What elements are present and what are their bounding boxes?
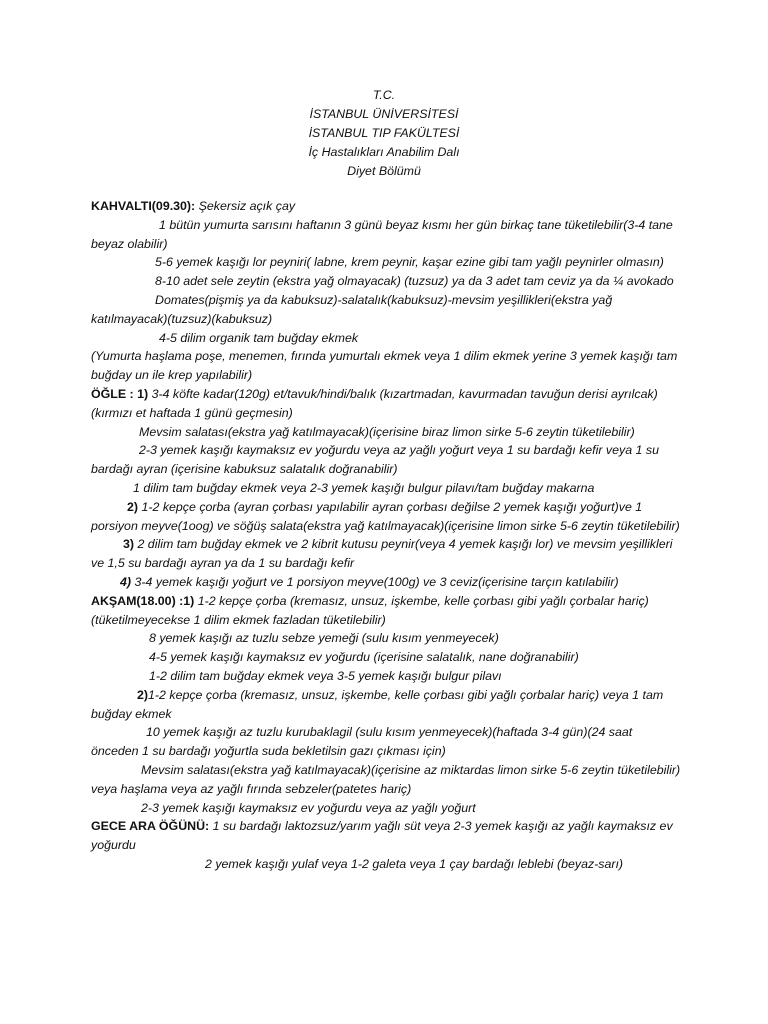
night-snack-milk: GECE ARA ÖĞÜNÜ: 1 su bardağı laktozsuz/yarım yağlı süt veya 2-3 yemek kaşığı az yağlı kaymaksız ev yoğurdu: [91, 819, 673, 853]
dinner-option-2-num: 2): [137, 687, 149, 702]
breakfast-cheese: 5-6 yemek kaşığı lor peyniri( labne, krem peynir, kaşar ezine gibi tam yağlı peynirler olmasın): [155, 255, 664, 270]
breakfast-bread: 4-5 dilim organik tam buğday ekmek: [159, 330, 359, 345]
lunch-option-2-num: 2): [127, 499, 139, 514]
lunch-option-3: 3) 2 dilim tam buğday ekmek ve 2 kibrit kutusu peynir(veya 4 yemek kaşığı lor) ve mevsim yeşillikleri ve 1,5 su bardağı ayran ya da 1 su bardağı kefir: [91, 537, 673, 571]
header-university: İSTANBUL ÜNİVERSİTESİ: [309, 107, 459, 121]
breakfast-label: KAHVALTI(09.30):: [91, 199, 196, 213]
breakfast-olive: 8-10 adet sele zeytin (ekstra yağ olmayacak) (tuzsuz) ya da 3 adet tam ceviz ya da ¼ avokado: [155, 274, 674, 289]
breakfast-egg: 1 bütün yumurta sarısını haftanın 3 günü beyaz kısmı her gün birkaç tane tüketilebilir(3-4 tane beyaz olabilir): [91, 217, 673, 251]
dinner-option-1-soup: AKŞAM(18.00) :1) 1-2 kepçe çorba (kremasız, unsuz, işkembe, kelle çorbası gibi yağlı çorbalar hariç)(tüketilmeyecekse 1 dilim ekmek fazladan tüketilebilir): [91, 593, 649, 627]
breakfast-note: (Yumurta haşlama poşe, menemen, fırında yumurtalı ekmek veya 1 dilim ekmek yerine 3 yemek kaşığı tam buğday un ile krep yapılabilir): [91, 349, 678, 383]
dinner-option-1-vegetable: 8 yemek kaşığı az tuzlu sebze yemeği (sulu kısım yenmeyecek): [149, 631, 499, 646]
header-faculty: İSTANBUL TIP FAKÜLTESİ: [308, 126, 460, 140]
dinner-option-1-bread: 1-2 dilim tam buğday ekmek veya 3-5 yemek kaşığı bulgur pilavı: [149, 668, 502, 683]
night-snack-oat: 2 yemek kaşığı yulaf veya 1-2 galeta veya 1 çay bardağı leblebi (beyaz-sarı): [205, 856, 624, 871]
header-department: İç Hastalıkları Anabilim Dalı: [308, 145, 460, 159]
breakfast-vegetables: Domates(pişmiş ya da kabuksuz)-salatalık(kabuksuz)-mevsim yeşillikleri(ekstra yağ katılmayacak)(tuzsuz)(kabuksuz): [91, 292, 613, 326]
lunch-label: ÖĞLE : 1): [91, 386, 149, 401]
lunch-option-1-salad: Mevsim salatası(ekstra yağ katılmayacak)(içerisine biraz limon sirke 5-6 zeytin tüketilebilir): [139, 424, 635, 439]
lunch-option-2: 2) 1-2 kepçe çorba (ayran çorbası yapılabilir ayran çorbası değilse 2 yemek kaşığı yoğurt)ve 1 porsiyon meyve(1oog) ve söğüş salata(ekstra yağ katılmayacak)(içerisine limon sirke 5-6 zeytin tüketilebilir): [91, 499, 680, 533]
night-snack-label: GECE ARA ÖĞÜNÜ:: [91, 819, 210, 834]
header-unit: Diyet Bölümü: [347, 164, 421, 178]
lunch-option-4-num: 4): [120, 574, 132, 589]
lunch-option-4: 4) 3-4 yemek kaşığı yoğurt ve 1 porsiyon meyve(100g) ve 3 ceviz(içerisine tarçın katılabilir): [91, 573, 683, 592]
dinner-option-2-legume: 10 yemek kaşığı az tuzlu kurubaklagil (sulu kısım yenmeyecek)(haftada 3-4 gün)(24 saat önceden 1 su bardağı yoğurtla suda bekletilsin gazı çıkması için): [91, 725, 633, 759]
dinner-option-2-soup: 2)1-2 kepçe çorba (kremasız, unsuz, işkembe, kelle çorbası gibi yağlı çorbalar hariç) veya 1 tam buğday ekmek: [91, 687, 664, 721]
breakfast-heading-line: [91, 197, 683, 216]
dinner-label: AKŞAM(18.00) :1): [91, 593, 195, 608]
header-tc: T.C.: [372, 88, 396, 102]
lunch-option-3-num: 3): [123, 537, 135, 552]
document-body: [91, 197, 683, 874]
dinner-option-1-yogurt: 4-5 yemek kaşığı kaymaksız ev yoğurdu (içerisine salatalık, nane doğranabilir): [149, 650, 579, 665]
lunch-option-1-yogurt: 2-3 yemek kaşığı kaymaksız ev yoğurdu veya az yağlı yoğurt veya 1 su bardağı kefir veya 1 su bardağı ayran (içerisine kabuksuz salatalık doğranabilir): [91, 443, 659, 477]
document-header: [0, 86, 768, 181]
lunch-option-1-meat: ÖĞLE : 1) 3-4 köfte kadar(120g) et/tavuk/hindi/balık (kızartmadan, kavurmadan tavuğun derisi ayrılcak)(kırmızı et haftada 1 günü geçmesin): [91, 386, 658, 420]
dinner-option-2-yogurt: 2-3 yemek kaşığı kaymaksız ev yoğurdu veya az yağlı yoğurt: [141, 800, 476, 815]
dinner-option-2-salad: Mevsim salatası(ekstra yağ katılmayacak)(içerisine az miktardas limon sirke 5-6 zeytin tüketilebilir) veya haşlama veya az yağlı fırında sebzeler(patetes hariç): [91, 762, 681, 796]
breakfast-tea: Şekersiz açık çay: [195, 199, 296, 213]
lunch-option-1-bread: 1 dilim tam buğday ekmek veya 2-3 yemek kaşığı bulgur pilavı/tam buğday makarna: [133, 480, 595, 495]
